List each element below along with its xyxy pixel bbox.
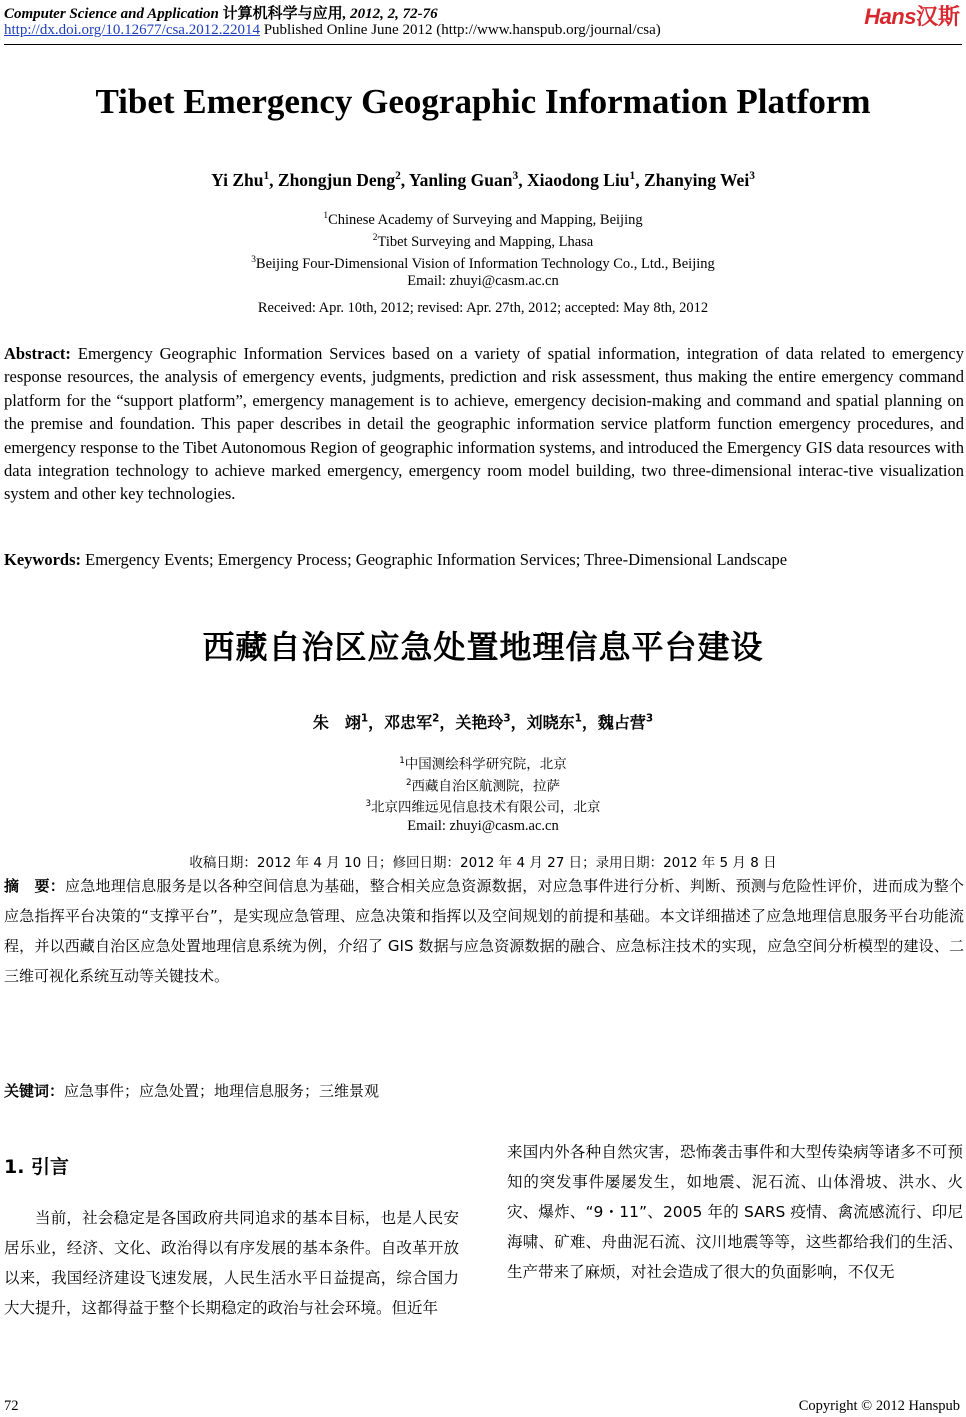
affiliation-line [0,795,966,817]
abstract-cn [4,871,964,991]
affiliation-text: 北京四维远见信息技术有限公司，北京 [371,799,601,816]
page-number: 72 [4,1398,19,1414]
abstract-text: Emergency Geographic Information Services based on a variety of spatial information, integration of data related to emergency response resources, the analysis of emergency events, judgments, prediction and risk assessment, thus making the entire emergency command platform for the “support platform”, emergency management is to achieve, emergency decision-making and command and spatial planning on the premise and foundation. This paper describes in detail the geographic information service platform function emergency procedures, and emergency response to the Tibet Autonomous Region of geographic information systems, and introduced the Emergency GIS data resources with data integration technology to achieve marked emergency, emergency room model building, two three-dimensional interac-tive visualization system and other key technologies. [4,344,965,504]
author-name: Yi Zhu [211,170,264,190]
author-sep: , [400,170,409,190]
doi-link[interactable]: http://dx.doi.org/10.12677/csa.2012.22014 [4,22,260,38]
keywords-text: Emergency Events; Emergency Process; Geographic Information Services; Three-Dimensional Landscape [85,550,788,569]
author-sup: 1 [360,712,369,725]
affiliation-line [0,229,966,251]
logo-text-en: Hans [864,4,916,29]
keywords-en [4,548,964,571]
abstract-label: Abstract: [4,344,71,363]
author-sup: 1 [263,170,270,183]
affiliation-sup: 3 [251,254,256,265]
received-dates-en: Received: Apr. 10th, 2012; revised: Apr. 27th, 2012; accepted: May 8th, 2012 [257,300,709,316]
copyright-notice: Copyright © 2012 Hanspub [798,1398,960,1414]
affiliation-sup: 1 [399,756,405,766]
received-dates-cn: 收稿日期：2012 年 4 月 10 日；修回日期：2012 年 4 月 27 日；录用日期：2012 年 5 月 8 日 [189,855,777,871]
journal-issue: , 2012, 2, 72-76 [342,6,438,22]
author-sup: 3 [503,712,511,725]
header-divider [4,44,962,45]
author-sup: 3 [512,170,519,183]
affiliation-sup: 1 [323,211,329,221]
author-name: 刘晓东 [526,713,575,732]
author-sep: , [518,170,527,190]
author-sep: ， [510,713,527,732]
published-info: Published Online June 2012 (http://www.hanspub.org/journal/csa) [263,22,661,38]
keywords-text-cn: 应急事件；应急处置；地理信息服务；三维景观 [64,1082,380,1100]
journal-header [4,2,438,23]
author-name: Yanling Guan [408,170,513,190]
section-heading-introduction: 1. 引言 [4,1156,70,1178]
affiliation-sup: 2 [405,777,412,788]
author-name: Xiaodong Liu [526,170,630,190]
body-column-left: 当前，社会稳定是各国政府共同追求的基本目标，也是人民安居乐业，经济、文化、政治得以有序发展的基本条件。自改革开放以来，我国经济建设飞速发展，人民生活水平日益提高，综合国力大大提升，这都得益于整个长期稳定的政治与社会环境。但近年 [4,1209,459,1317]
keywords-label: Keywords: [4,550,81,569]
author-sep: ， [581,713,598,732]
authors-en [0,170,966,191]
affiliation-text: 西藏自治区航测院，拉萨 [411,778,561,794]
author-sup: 1 [574,712,582,725]
email-cn: Email: zhuyi@casm.ac.cn [407,817,559,834]
abstract-text-cn: 应急地理信息服务是以各种空间信息为基础，整合相关应急资源数据，对应急事件进行分析、判断、预测与危险性评价，进而成为整个应急指挥平台决策的“支撑平台”，是实现应急管理、应急决策和指挥以及空间规划的前提和基础。本文详细描述了应急地理信息服务平台功能流程，并以西藏自治区应急处置地理信息系统为例，介绍了 GIS 数据与应急资源数据的融合、应急标注技术的实现，应急空间分析模型的建设、二三维可视化系统互动等关键技术。 [4,877,964,985]
affiliation-text: Tibet Surveying and Mapping, Lhasa [377,233,594,250]
author-name: Zhongjun Deng [277,170,396,190]
author-sup: 3 [749,170,755,183]
affiliations-cn [0,752,966,835]
body-column-right: 来国内外各种自然灾害，恐怖袭击事件和大型传染病等诸多不可预知的突发事件屡屡发生，如地震、泥石流、山体滑坡、洪水、火灾、爆炸、“9・11”、2005 年的 SARS 疫情、禽流感流行、印尼海啸、矿难、舟曲泥石流、汶川地震等等，这些都给我们的生活、生产带来了麻烦，对社会造成了很大的负面影响，不仅无 [507,1143,963,1281]
abstract-label-cn: 摘 要： [4,877,65,895]
affiliation-sup: 2 [372,232,378,243]
author-sup: 2 [395,170,401,183]
hanspub-logo [864,0,960,31]
author-sep: , [269,170,278,190]
journal-name-cn: 计算机科学与应用 [222,6,343,22]
affiliation-sup: 3 [365,799,372,809]
keywords-cn [4,1076,964,1106]
affiliation-line [0,207,966,229]
author-sup: 2 [432,712,440,725]
paper-title-cn: 西藏自治区应急处置地理信息平台建设 [202,628,764,666]
keywords-label-cn: 关键词： [4,1082,65,1100]
doi-line [4,22,661,39]
author-name: 邓忠军 [384,713,433,732]
affiliation-line [0,752,966,774]
author-name: 魏占营 [597,713,646,732]
affiliation-line [0,774,966,796]
authors-cn [0,710,966,733]
author-name: 朱 翊 [312,713,361,732]
abstract-en [4,342,964,506]
author-sup: 3 [645,712,654,725]
paper-title-en: Tibet Emergency Geographic Information Platform [95,82,871,121]
author-sep: ， [439,713,456,732]
logo-text-cn: 汉斯 [915,4,960,29]
affiliations-en [0,207,966,290]
author-name: Zhanying Wei [643,170,750,190]
affiliation-text: Chinese Academy of Surveying and Mapping, Beijing [328,211,643,228]
affiliation-text: Beijing Four-Dimensional Vision of Information Technology Co., Ltd., Beijing [255,255,715,272]
affiliation-text: 中国测绘科学研究院，北京 [404,756,567,773]
affiliation-line [0,251,966,273]
journal-name-en: Computer Science and Application [4,6,219,22]
author-sep: ， [368,713,385,732]
author-sep: , [635,170,644,190]
author-sup: 1 [629,170,636,183]
author-name: 关艳玲 [455,713,504,732]
email-en: Email: zhuyi@casm.ac.cn [407,273,559,290]
